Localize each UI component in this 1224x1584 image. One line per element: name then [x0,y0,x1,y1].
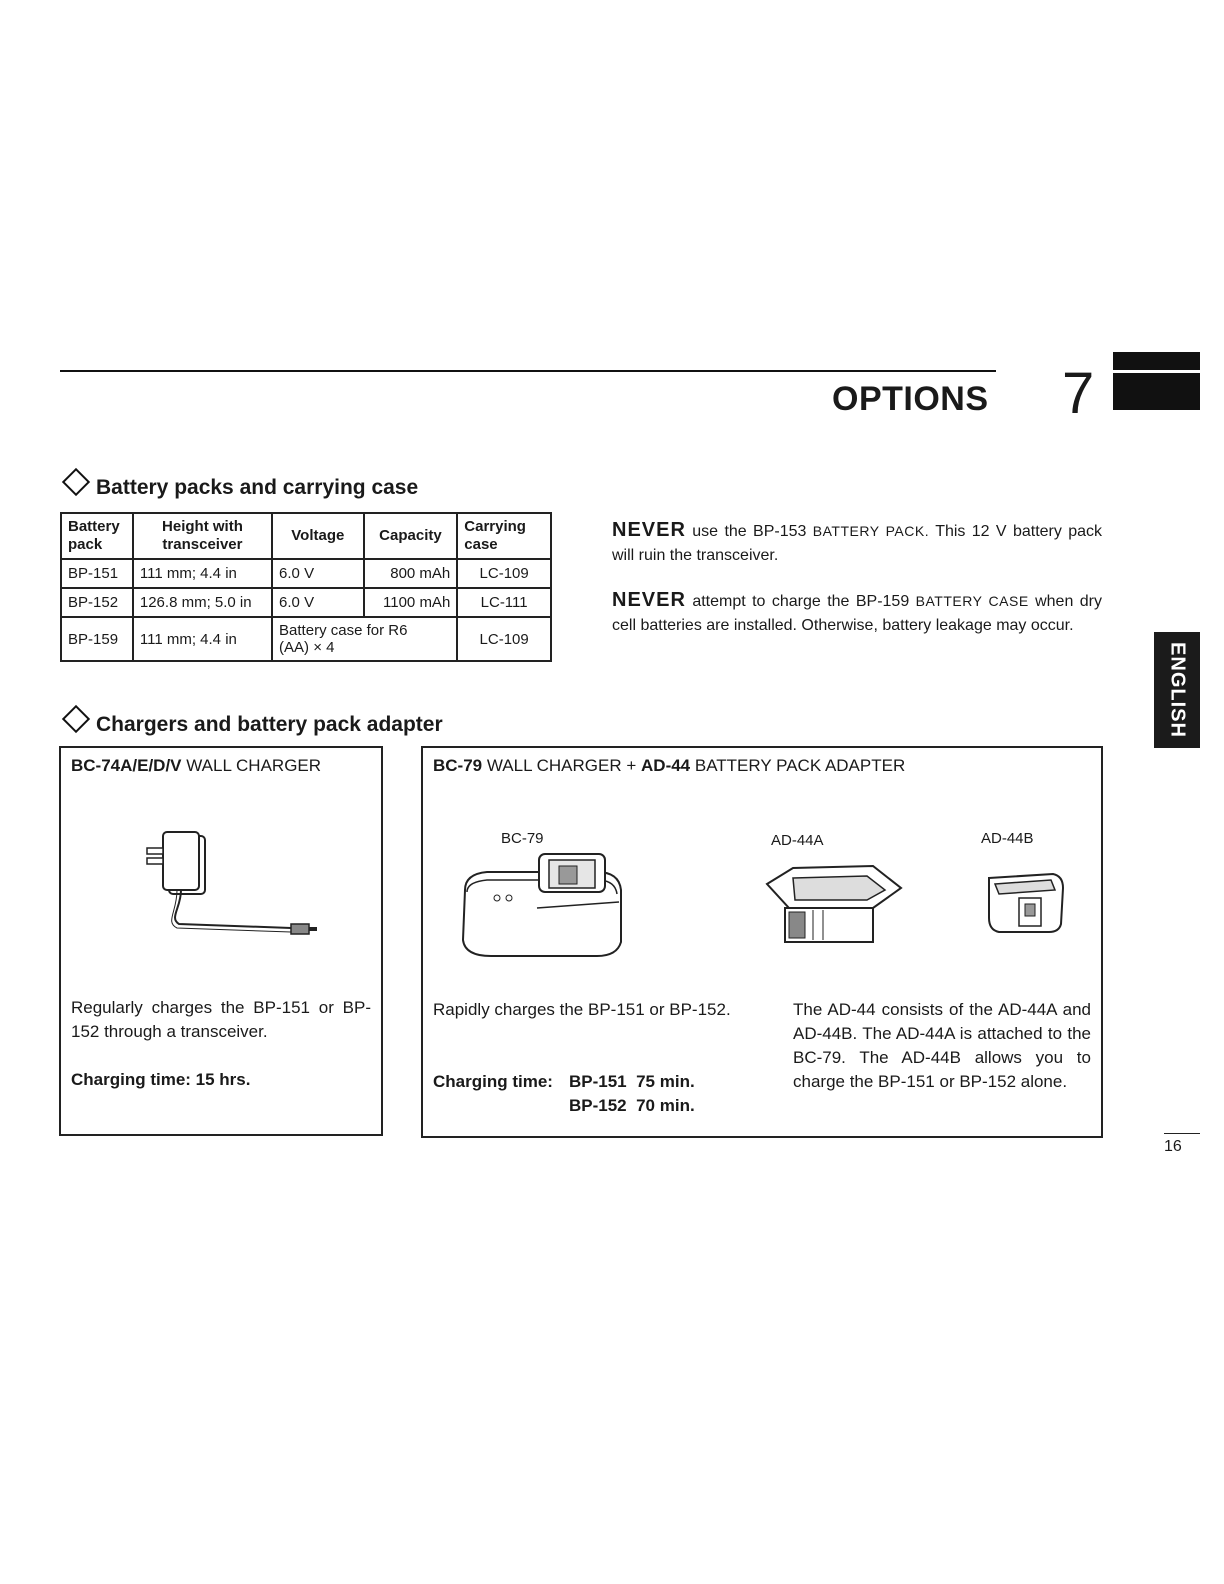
table-cell: LC-109 [457,617,551,661]
table-cell: 800 mAh [364,559,458,588]
bc74-box [59,746,383,1136]
wall-charger-illustration [141,828,321,948]
table-row [61,559,551,588]
chapter-number: 7 [1062,361,1095,426]
table-cell: BP-159 [61,617,133,661]
table-header: Battery pack [61,513,133,559]
bc79-label: BC-79 [501,830,544,847]
page-number: 16 [1164,1138,1182,1155]
table-header: Carrying case [457,513,551,559]
warning-bp159: NEVER attempt to charge the BP-159 BATTERY CASE when dry cell batteries are installed. Otherwise, battery leakage may occur. [612,589,1102,634]
table-header-row [61,513,551,559]
table-cell: BP-151 [61,559,133,588]
table-cell: 126.8 mm; 5.0 in [133,588,272,617]
bc79-time-bp151: BP-151 75 min. [569,1072,695,1091]
table-cell: LC-109 [457,559,551,588]
page-number-rule [1164,1133,1200,1134]
battery-section-heading: Battery packs and carrying case [60,474,418,500]
diamond-icon [62,705,90,733]
bc74-title: BC-74A/E/D/V WALL CHARGER [71,756,322,775]
table-cell: LC-111 [457,588,551,617]
table-row [61,617,551,661]
language-tab [1154,632,1200,748]
table-cell: 111 mm; 4.4 in [133,559,272,588]
bc79-time-bp152: BP-152 70 min. [569,1096,695,1115]
bc79-charger-illustration [457,850,627,962]
chapter-marker-block [1113,352,1200,410]
table-header: Capacity [364,513,458,559]
ad44b-label: AD-44B [981,830,1034,847]
ad44-description: The AD-44 consists of the AD-44A and AD-44B. The AD-44A is attached to the BC-79. The AD-44B allows you to charge the BP-151 or BP-152 alone. [793,1000,1091,1091]
table-header: Voltage [272,513,364,559]
bc79-charging-label: Charging time: [433,1072,553,1091]
battery-table [60,512,552,662]
table-cell: 1100 mAh [364,588,458,617]
bc79-box [421,746,1103,1138]
bc79-description: Rapidly charges the BP-151 or BP-152. [433,1000,731,1019]
charger-section-heading: Chargers and battery pack adapter [60,711,443,737]
bc79-title: BC-79 WALL CHARGER + AD-44 BATTERY PACK ADAPTER [433,756,906,775]
table-cell: 6.0 V [272,588,364,617]
ad44b-adapter-illustration [983,868,1067,938]
table-cell: BP-152 [61,588,133,617]
table-row [61,588,551,617]
warning-bp153: NEVER use the BP-153 BATTERY PACK. This 12 V battery pack will ruin the transceiver. [612,519,1103,564]
language-tab-label: ENGLISH [1166,642,1189,738]
header-rule [60,370,996,372]
chapter-title: OPTIONS [832,380,989,418]
table-cell: 6.0 V [272,559,364,588]
table-header: Height with transceiver [133,513,272,559]
diamond-icon [62,468,90,496]
bc74-charging-time: Charging time: 15 hrs. [71,1070,251,1089]
ad44a-adapter-illustration [763,862,913,952]
bc74-description: Regularly charges the BP-151 or BP-152 through a transceiver. [71,998,371,1041]
table-cell: Battery case for R6 (AA) × 4 [272,617,457,661]
ad44a-label: AD-44A [771,832,824,849]
table-cell: 111 mm; 4.4 in [133,617,272,661]
